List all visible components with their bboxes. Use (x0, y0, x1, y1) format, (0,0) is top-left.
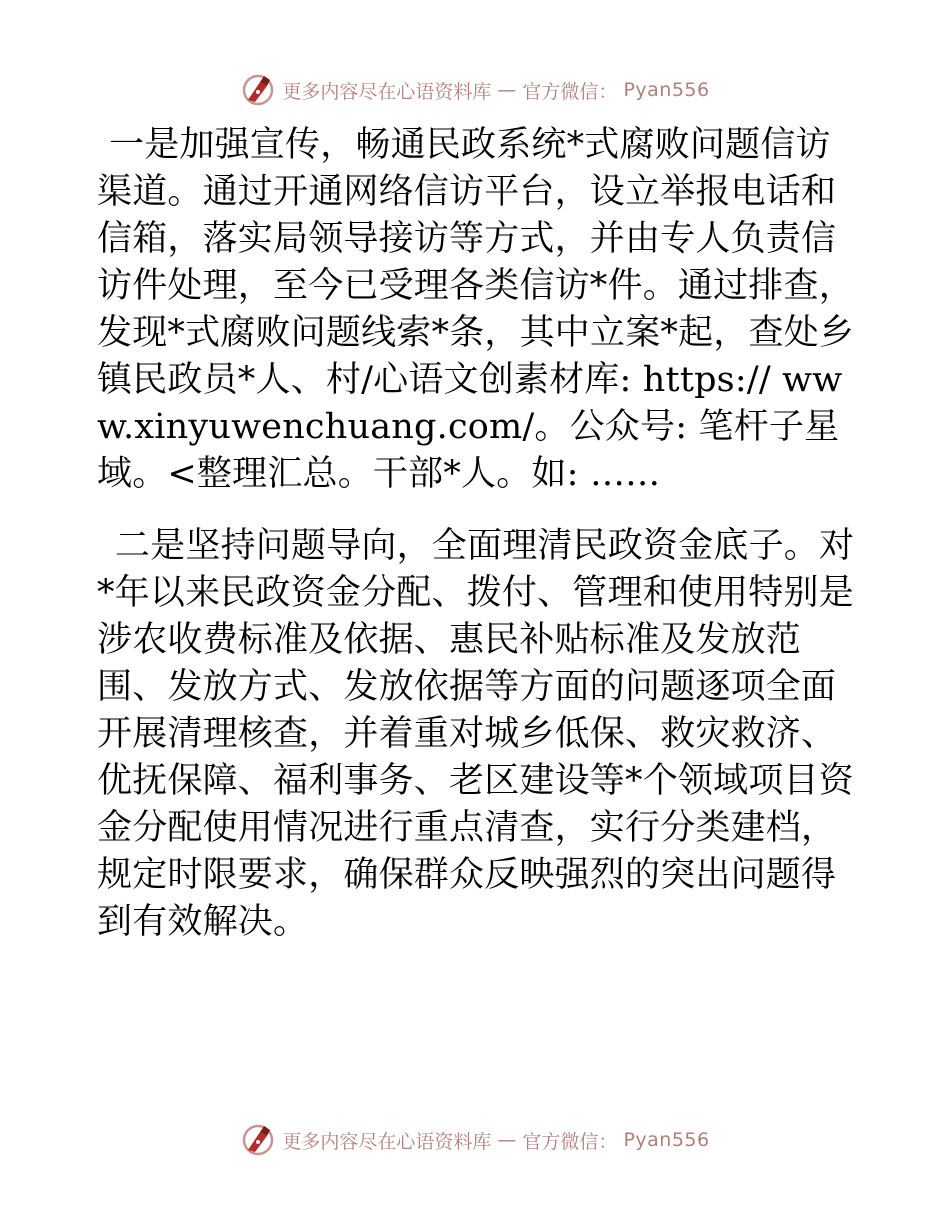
paragraph-2: 二是坚持问题导向，全面理清民政资金底子。对*年以来民政资金分配、拨付、管理和使用特别是涉农收费标准及依据、惠民补贴标准及发放范围、发放方式、发放依据等方面的问题逐项全面开展清理核查，并着重对城乡低保、救灾救济、优抚保障、福利事务、老区建设等*个领域项目资金分配使用情况进行重点清查，实行分类建档，规定时限要求，确保群众反映强烈的突出问题得到有效解决。 (97, 526, 855, 942)
paragraph-1: 一是加强宣传，畅通民政系统*式腐败问题信访渠道。通过开通网络信访平台，设立举报电话和信箱，落实局领导接访等方式，并由专人负责信访件处理，至今已受理各类信访*件。通过排查，发现*式腐败问题线索*条，其中立案*起，查处乡镇民政员*人、村/心语文创素材库: https:// www.xinyuwenchuang.com/。公众号: 笔杆子星域。<整理汇总。干部*人。如: …… (97, 125, 855, 494)
header-separator: — (497, 79, 517, 101)
header-wechat-id: Pyan556 (623, 79, 710, 101)
footer-watermark (0, 1120, 950, 1160)
footer-wechat-id: Pyan556 (623, 1129, 710, 1151)
footer-wechat-label: 官方微信： (522, 1130, 618, 1153)
pen-nib-logo-icon (240, 72, 276, 108)
header-brand-text: 更多内容尽在心语资料库 (282, 80, 492, 103)
header-watermark (0, 70, 950, 110)
footer-separator: — (497, 1129, 517, 1151)
pen-nib-logo-icon (240, 1122, 276, 1158)
footer-brand-text: 更多内容尽在心语资料库 (282, 1130, 492, 1153)
document-body (97, 122, 857, 946)
header-wechat-label: 官方微信： (522, 80, 618, 103)
